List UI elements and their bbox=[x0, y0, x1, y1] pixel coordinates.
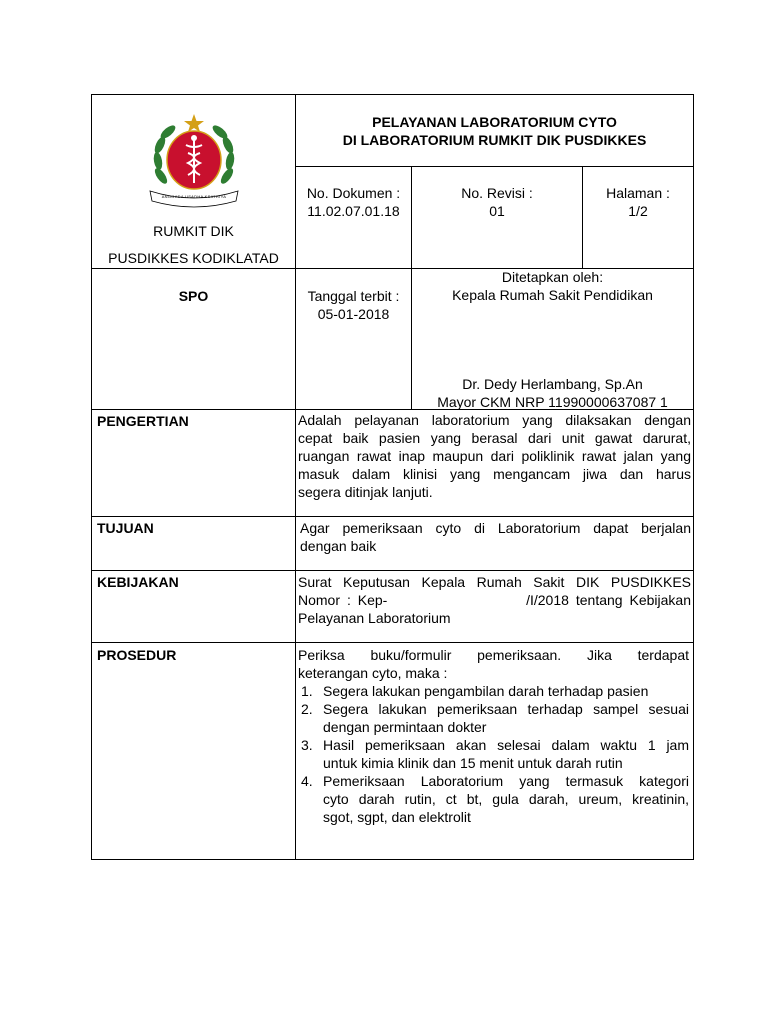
pengertian-label: PENGERTIAN bbox=[97, 413, 189, 429]
tujuan-line: Agar pemeriksaan cyto di Laboratorium dapat berjalan bbox=[300, 520, 691, 536]
pengertian-line: ruangan rawat inap maupun dari poliklinik rawat jalan yang bbox=[298, 448, 691, 464]
prosedur-step bbox=[298, 700, 689, 736]
step-text: sgot, sgpt, dan elektrolit bbox=[323, 809, 471, 825]
issue-date-cell bbox=[296, 287, 411, 323]
org-name-line2: PUSDIKKES KODIKLATAD bbox=[108, 250, 279, 266]
issue-date-value: 05-01-2018 bbox=[317, 306, 390, 322]
prosedur-step bbox=[298, 736, 689, 772]
spo-label: SPO bbox=[178, 288, 209, 304]
pengertian-line: cepat baik pasien yang berasal dari unit gawat darurat, bbox=[298, 430, 691, 446]
document-title-line2: DI LABORATORIUM RUMKIT DIK PUSDIKKES bbox=[342, 132, 647, 148]
kebijakan-label: KEBIJAKAN bbox=[97, 574, 179, 590]
prosedur-intro-line: Periksa buku/formulir pemeriksaan. Jika terdapat bbox=[298, 647, 689, 663]
step-number: 4. bbox=[301, 773, 313, 789]
kebijakan-line: Nomor : Kep- /I/2018 tentang Kebijakan bbox=[298, 592, 691, 608]
org-name-line1: RUMKIT DIK bbox=[153, 223, 234, 239]
signatory-name: Dr. Dedy Herlambang, Sp.An bbox=[462, 376, 643, 392]
document-title-line1: PELAYANAN LABORATORIUM CYTO bbox=[372, 114, 617, 130]
tujuan-line: dengan baik bbox=[300, 538, 377, 554]
pengertian-body bbox=[298, 411, 691, 501]
doc-number-label: No. Dokumen : bbox=[306, 185, 401, 201]
prosedur-step bbox=[298, 682, 689, 700]
kebijakan-line: Surat Keputusan Kepala Rumah Sakit DIK PUSDIKKES bbox=[298, 574, 691, 590]
signatory-cell bbox=[412, 375, 693, 411]
kebijakan-body bbox=[298, 573, 691, 627]
prosedur-steps-list bbox=[298, 682, 689, 826]
step-text: Segera lakukan pengambilan darah terhadap pasien bbox=[323, 683, 649, 699]
doc-number-cell bbox=[296, 184, 411, 220]
page-label: Halaman : bbox=[606, 185, 670, 201]
kebijakan-line: Pelayanan Laboratorium bbox=[298, 610, 451, 626]
tujuan-body bbox=[300, 519, 691, 555]
page-value: 1/2 bbox=[628, 203, 648, 219]
prosedur-body bbox=[298, 646, 689, 826]
page-cell bbox=[583, 184, 693, 220]
prosedur-label: PROSEDUR bbox=[97, 647, 177, 663]
star-icon bbox=[184, 114, 204, 132]
approved-by-title: Kepala Rumah Sakit Pendidikan bbox=[452, 287, 653, 303]
step-number: 2. bbox=[301, 701, 313, 717]
logo-ribbon-text: ANGGADA USADHA KSATRIYA bbox=[161, 194, 227, 199]
signatory-rank: Mayor CKM NRP 11990000637087 1 bbox=[437, 394, 668, 410]
document-title bbox=[296, 113, 693, 149]
tujuan-label: TUJUAN bbox=[97, 520, 154, 536]
approved-by-label: Ditetapkan oleh: bbox=[501, 269, 604, 285]
prosedur-intro-line: keterangan cyto, maka : bbox=[298, 665, 448, 681]
step-text: dengan permintaan dokter bbox=[323, 719, 487, 735]
step-text: Pemeriksaan Laboratorium yang termasuk kategori bbox=[323, 773, 689, 789]
step-text: untuk kimia klinik dan 15 menit untuk darah rutin bbox=[323, 755, 623, 771]
step-text: cyto darah rutin, ct bt, gula darah, ureum, kreatinin, bbox=[323, 791, 689, 807]
pengertian-line: segera ditinjak lanjuti. bbox=[298, 484, 433, 500]
issue-date-label: Tanggal terbit : bbox=[307, 288, 400, 304]
revision-label: No. Revisi : bbox=[461, 185, 533, 201]
step-number: 1. bbox=[301, 683, 313, 699]
revision-value: 01 bbox=[489, 203, 505, 219]
approval-cell bbox=[412, 268, 693, 304]
pengertian-line: masuk dalam klinisi yang mengancam jiwa dan harus bbox=[298, 466, 691, 482]
step-text: Segera lakukan pemeriksaan terhadap sampel sesuai bbox=[323, 701, 689, 717]
doc-number-value: 11.02.07.01.18 bbox=[307, 203, 400, 219]
prosedur-step bbox=[298, 772, 689, 826]
step-text: Hasil pemeriksaan akan selesai dalam waktu 1 jam bbox=[323, 737, 689, 753]
step-number: 3. bbox=[301, 737, 313, 753]
revision-cell bbox=[412, 184, 582, 220]
pengertian-line: Adalah pelayanan laboratorium yang dilaksakan dengan bbox=[298, 412, 691, 428]
